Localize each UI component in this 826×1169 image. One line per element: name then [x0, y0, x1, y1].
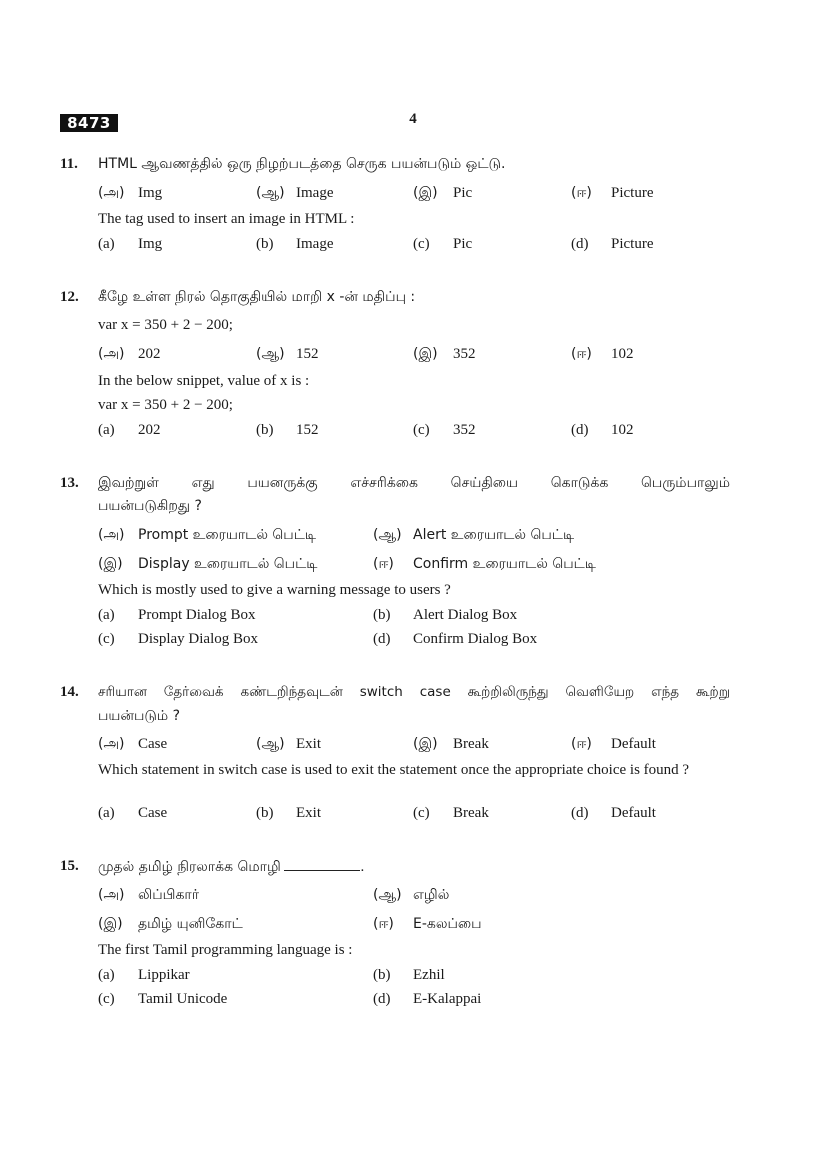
option-tamil-b: (ஆ) Alert உரையாடல் பெட்டி: [373, 527, 575, 543]
option-tamil-b: (ஆ) 152: [256, 346, 319, 362]
question-tamil-line1: சரியான தேர்வைக் கண்டறிந்தவுடன் switch case கூற்றிலிருந்து வெளியேற எந்த கூற்று: [98, 684, 730, 700]
question-number: 15.: [60, 858, 79, 874]
option-english-a: (a) 202: [98, 422, 161, 438]
question-number: 12.: [60, 289, 79, 305]
question-english: Which statement in switch case is used to exit the statement once the appropriate choice is found ?: [98, 762, 690, 778]
option-english-a: (a) Case: [98, 805, 168, 821]
option-english-c: (c) 352: [413, 422, 476, 438]
code-snippet: var x = 350 + 2 − 200;: [98, 317, 233, 333]
option-english-b: (b) Alert Dialog Box: [373, 607, 518, 623]
option-tamil-d: (ஈ) Picture: [571, 185, 654, 201]
question-number: 14.: [60, 684, 79, 700]
question-tamil-line1: இவற்றுள் எது பயனருக்கு எச்சரிக்கை செய்தியை கொடுக்க பெரும்பாலும்: [98, 475, 730, 491]
option-tamil-d: (ஈ) E-கலப்பை: [373, 916, 482, 932]
option-english-b: (b) Image: [256, 236, 334, 252]
option-english-a: (a) Lippikar: [98, 967, 190, 983]
question-number: 13.: [60, 475, 79, 491]
question-tamil: முதல் தமிழ் நிரலாக்க மொழி: [98, 859, 281, 875]
option-tamil-b: (ஆ) எழில்: [373, 887, 450, 903]
option-tamil-c: (இ) Display உரையாடல் பெட்டி: [98, 556, 318, 572]
question-english: The first Tamil programming language is :: [98, 942, 353, 958]
option-english-d: (d) 102: [571, 422, 634, 438]
option-tamil-b: (ஆ) Exit: [256, 736, 321, 752]
question-number: 11.: [60, 156, 78, 172]
option-tamil-d: (ஈ) 102: [571, 346, 634, 362]
option-tamil-c: (இ) தமிழ் யுனிகோட்: [98, 916, 243, 932]
question-tamil-line2: பயன்படுகிறது ?: [98, 498, 202, 514]
option-english-d: (d) E-Kalappai: [373, 991, 482, 1007]
option-english-c: (c) Tamil Unicode: [98, 991, 228, 1007]
option-english-a: (a) Prompt Dialog Box: [98, 607, 256, 623]
option-english-c: (c) Break: [413, 805, 489, 821]
page-number: 4: [409, 111, 417, 127]
option-english-b: (b) 152: [256, 422, 319, 438]
question-english: In the below snippet, value of x is :: [98, 373, 310, 389]
question-tamil-line2: பயன்படும் ?: [98, 708, 181, 724]
option-english-d: (d) Default: [571, 805, 656, 821]
option-tamil-a: (அ) 202: [98, 346, 161, 362]
option-english-a: (a) Img: [98, 236, 163, 252]
option-tamil-a: (அ) Case: [98, 736, 168, 752]
question-tamil-row: முதல் தமிழ் நிரலாக்க மொழி .: [98, 856, 364, 877]
question-tamil: கீழே உள்ள நிரல் தொகுதியில் மாறி x -ன் மதிப்பு :: [98, 289, 416, 305]
option-english-d: (d) Confirm Dialog Box: [373, 631, 538, 647]
option-english-c: (c) Display Dialog Box: [98, 631, 258, 647]
question-english: Which is mostly used to give a warning message to users ?: [98, 582, 451, 598]
option-tamil-a: (அ) லிப்பிகார்: [98, 887, 200, 903]
option-english-b: (b) Ezhil: [373, 967, 445, 983]
option-english-c: (c) Pic: [413, 236, 473, 252]
option-tamil-a: (அ) Img: [98, 185, 163, 201]
option-tamil-a: (அ) Prompt உரையாடல் பெட்டி: [98, 527, 316, 543]
question-tamil: HTML ஆவணத்தில் ஒரு நிழற்படத்தை செருக பயன்படும் ஒட்டு.: [98, 156, 506, 172]
option-tamil-b: (ஆ) Image: [256, 185, 334, 201]
option-tamil-c: (இ) Pic: [413, 185, 473, 201]
option-tamil-d: (ஈ) Default: [571, 736, 656, 752]
option-tamil-c: (இ) Break: [413, 736, 489, 752]
question-english: The tag used to insert an image in HTML :: [98, 211, 355, 227]
option-english-d: (d) Picture: [571, 236, 654, 252]
option-tamil-d: (ஈ) Confirm உரையாடல் பெட்டி: [373, 556, 596, 572]
paper-code-badge: 8473: [60, 114, 118, 132]
answer-blank: [284, 856, 360, 871]
option-tamil-c: (இ) 352: [413, 346, 476, 362]
option-english-b: (b) Exit: [256, 805, 321, 821]
code-snippet-english: var x = 350 + 2 − 200;: [98, 397, 233, 413]
